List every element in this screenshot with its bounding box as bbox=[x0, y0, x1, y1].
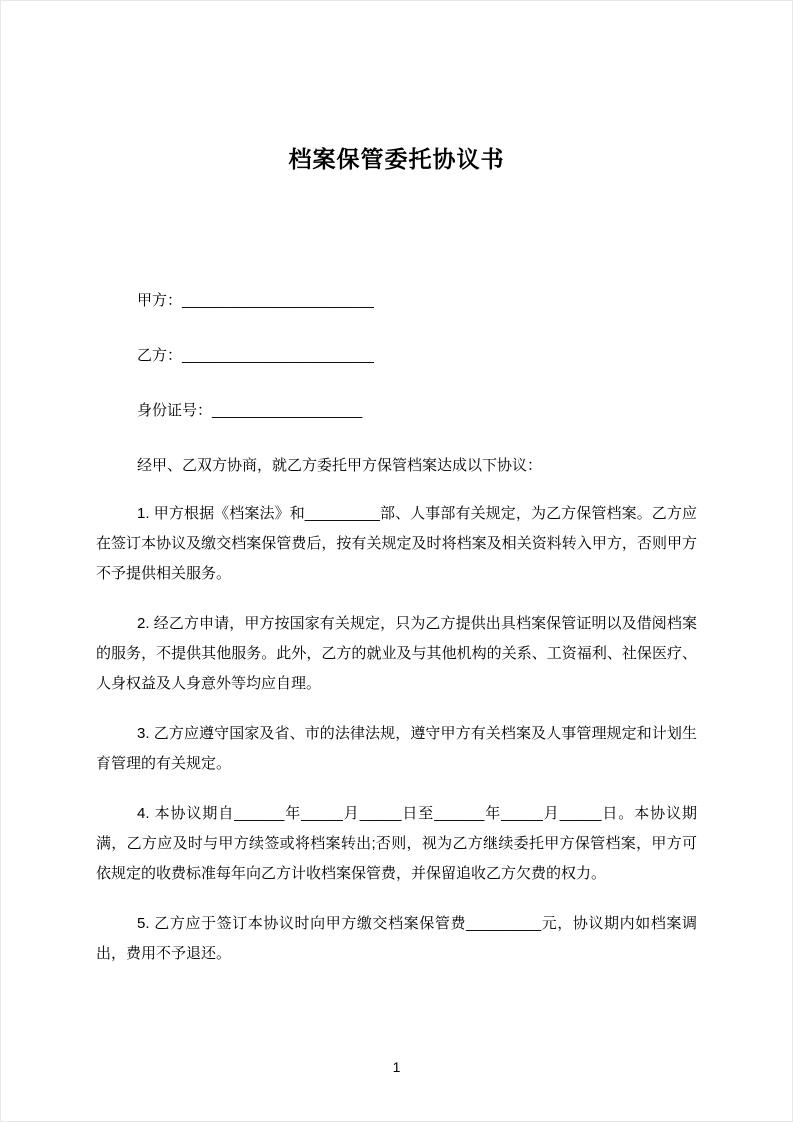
document-title: 档案保管委托协议书 bbox=[288, 146, 505, 172]
intro-paragraph: 经甲、乙双方协商，就乙方委托甲方保管档案达成以下协议： bbox=[137, 457, 543, 474]
party-a-field bbox=[137, 286, 697, 316]
clause-3: 3. 乙方应遵守国家及省、市的法律法规，遵守甲方有关档案及人事管理规定和计划生育管理的有关规定。 bbox=[96, 725, 697, 772]
document-content bbox=[1, 1, 792, 969]
party-a-label: 甲方： bbox=[137, 292, 183, 309]
party-a-blank: _______________________ bbox=[182, 292, 374, 309]
party-fields bbox=[96, 286, 697, 426]
party-b-field bbox=[137, 341, 697, 371]
page-number: 1 bbox=[392, 1059, 401, 1075]
clause-1: 1. 甲方根据《档案法》和_________部、人事部有关规定，为乙方保管档案。乙方应在签订本协议及缴交档案保管费后，按有关规定及时将档案及相关资料转入甲方，否则甲方不予提供相关服务。 bbox=[96, 505, 697, 582]
clause-4: 4. 本协议期自______年_____月_____日至______年_____月_____日。本协议期满，乙方应及时与甲方续签或将档案转出;否则，视为乙方继续委托甲方保管档案，甲方可依规定的收费标准每年向乙方计收档案保管费，并保留追收乙方欠费的权力。 bbox=[96, 805, 697, 882]
clause-2: 2. 经乙方申请，甲方按国家有关规定，只为乙方提供出具档案保管证明以及借阅档案的服务，不提供其他服务。此外，乙方的就业及与其他机构的关系、工资福利、社保医疗、人身权益及人身意外等均应自理。 bbox=[96, 615, 697, 692]
id-number-field bbox=[137, 396, 697, 426]
id-number-label: 身份证号： bbox=[137, 402, 213, 419]
party-b-blank: _______________________ bbox=[182, 347, 374, 364]
clause-5: 5. 乙方应于签订本协议时向甲方缴交档案保管费_________元，协议期内如档案调出，费用不予退还。 bbox=[96, 915, 697, 962]
id-number-blank: __________________ bbox=[212, 402, 363, 419]
party-b-label: 乙方： bbox=[137, 347, 183, 364]
